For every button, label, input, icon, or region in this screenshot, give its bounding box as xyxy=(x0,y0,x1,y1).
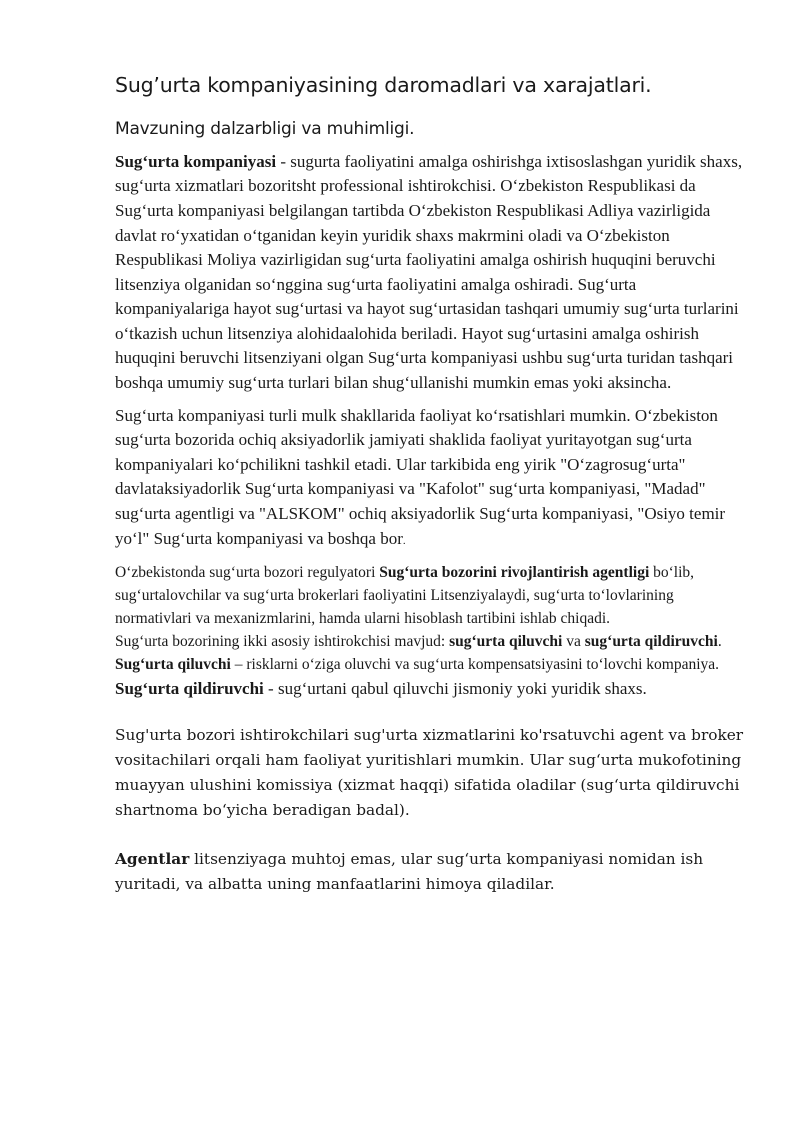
paragraph-insurance-company xyxy=(115,150,745,396)
term-insurer: sug‘urta qiluvchi xyxy=(449,633,563,651)
paragraph-text: bo‘lib, sug‘urtalovchilar va sug‘urta brokerlari faoliyatini Litsenziyalaydi, sug‘urta to‘lovlarining normativlari va mexanizmlarini, hamda ularni hisoblash tartibini ishlab chiqadi. xyxy=(115,564,695,628)
paragraph-text: Sug‘urta bozorining ikki asosiy ishtirokchisi mavjud: xyxy=(115,633,450,651)
paragraph-text: litsenziyaga muhtoj emas, ular sug‘urta kompaniyasi nomidan ish yuritadi, va albatta uning manfaatlarini himoya qiladilar. xyxy=(115,850,704,894)
paragraph-text: - sugurta faoliyatini amalga oshirishga ixtisoslashgan yuridik shaxs, sug‘urta xizmatlari bozoritsht professional ishtirokchisi. O‘zbekiston Respublikasi da Sug‘urta kompaniyasi belgilangan tartibda O‘zbekiston Respublikasi Adliya vazirligida davlat ro‘yxatidan o‘tganidan keyin yuridik shaxs makrmini oladi va O‘zbekiston Respublikasi Moliya vazirligidan sug‘urta faoliyatini amalga oshirish huquqini beruvchi litsenziya olganidan so‘nggina sug‘urta faoliyatini amalga oshiradi. Sug‘urta kompaniyalariga hayot sug‘urtasi va hayot sug‘urtasidan tashqari umumiy sug‘urta turlarini o‘tkazish uchun litsenziya alohidaalohida beriladi. Hayot sug‘urtasini amalga oshirish huquqini beruvchi litsenziyani olgan Sug‘urta kompaniyasi ushbu sug‘urta turidan tashqari boshqa umumiy sug‘urta turlari bilan shug‘ullanishi mumkin emas yoki aksincha. xyxy=(115,151,743,393)
paragraph-text: O‘zbekistonda sug‘urta bozori regulyatori xyxy=(115,564,380,582)
paragraph-text: . xyxy=(717,633,722,651)
term-regulator-agency: Sug‘urta bozorini rivojlantirish agentligi xyxy=(379,564,650,582)
paragraph-ownership-forms xyxy=(115,404,745,554)
paragraph-insured-definition xyxy=(115,676,745,701)
paragraph-text: Sug‘urta kompaniyasi turli mulk shakllarida faoliyat ko‘rsatishlari mumkin. O‘zbekiston sug‘urta bozorida ochiq aksiyadorlik jamiyati shaklida faoliyat yuritayotgan sug‘urta kompaniyalari ko‘pchilikni tashkil etadi. Ular tarkibida eng yirik "O‘zagrosug‘urta" davlataksiyadorlik Sug‘urta kompaniyasi va "Kafolot" sug‘urta kompaniyasi, "Madad" sug‘urta agentligi va "ALSKOM" ochiq aksiyadorlik Sug‘urta kompaniyasi, "Osiyo temir yo‘l" Sug‘urta kompaniyasi va boshqa bor xyxy=(115,405,726,548)
term-insured: Sug‘urta qildiruvchi xyxy=(115,679,264,699)
term-insurer: Sug‘urta qiluvchi xyxy=(115,656,231,674)
paragraph-tail: . xyxy=(402,534,406,547)
document-page xyxy=(115,72,745,897)
paragraph-intermediaries xyxy=(115,723,745,823)
paragraph-text: va xyxy=(562,633,585,651)
paragraph-text: Sug'urta bozori ishtirokchilari sug'urta xizmatlarini ko'rsatuvchi agent va broker vositachilari orqali ham faoliyat yuritishlari mumkin. Ular sug‘urta mukofotining muayyan ulushini komissiya (xizmat haqqi) sifatida oladilar (sug‘urta qildiruvchi shartnoma bo‘yicha beradigan badal). xyxy=(115,726,744,820)
document-subtitle: Mavzuning dalzarbligi va muhimligi. xyxy=(115,118,415,139)
paragraph-agents xyxy=(115,847,745,897)
term-insurance-company: Sug‘urta kompaniyasi xyxy=(115,151,277,171)
paragraph-regulator xyxy=(115,561,745,630)
paragraph-text: – risklarni o‘ziga oluvchi va sug‘urta kompensatsiyasini to‘lovchi kompaniya. xyxy=(230,656,720,674)
document-title: Sug’urta kompaniyasining daromadlari va xarajatlari. xyxy=(115,73,652,97)
paragraph-text: - sug‘urtani qabul qiluvchi jismoniy yoki yuridik shaxs. xyxy=(263,679,647,699)
term-agents: Agentlar xyxy=(115,850,190,869)
paragraph-participants xyxy=(115,630,745,653)
term-insured: sug‘urta qildiruvchi xyxy=(584,633,718,651)
paragraph-insurer-definition xyxy=(115,653,745,676)
